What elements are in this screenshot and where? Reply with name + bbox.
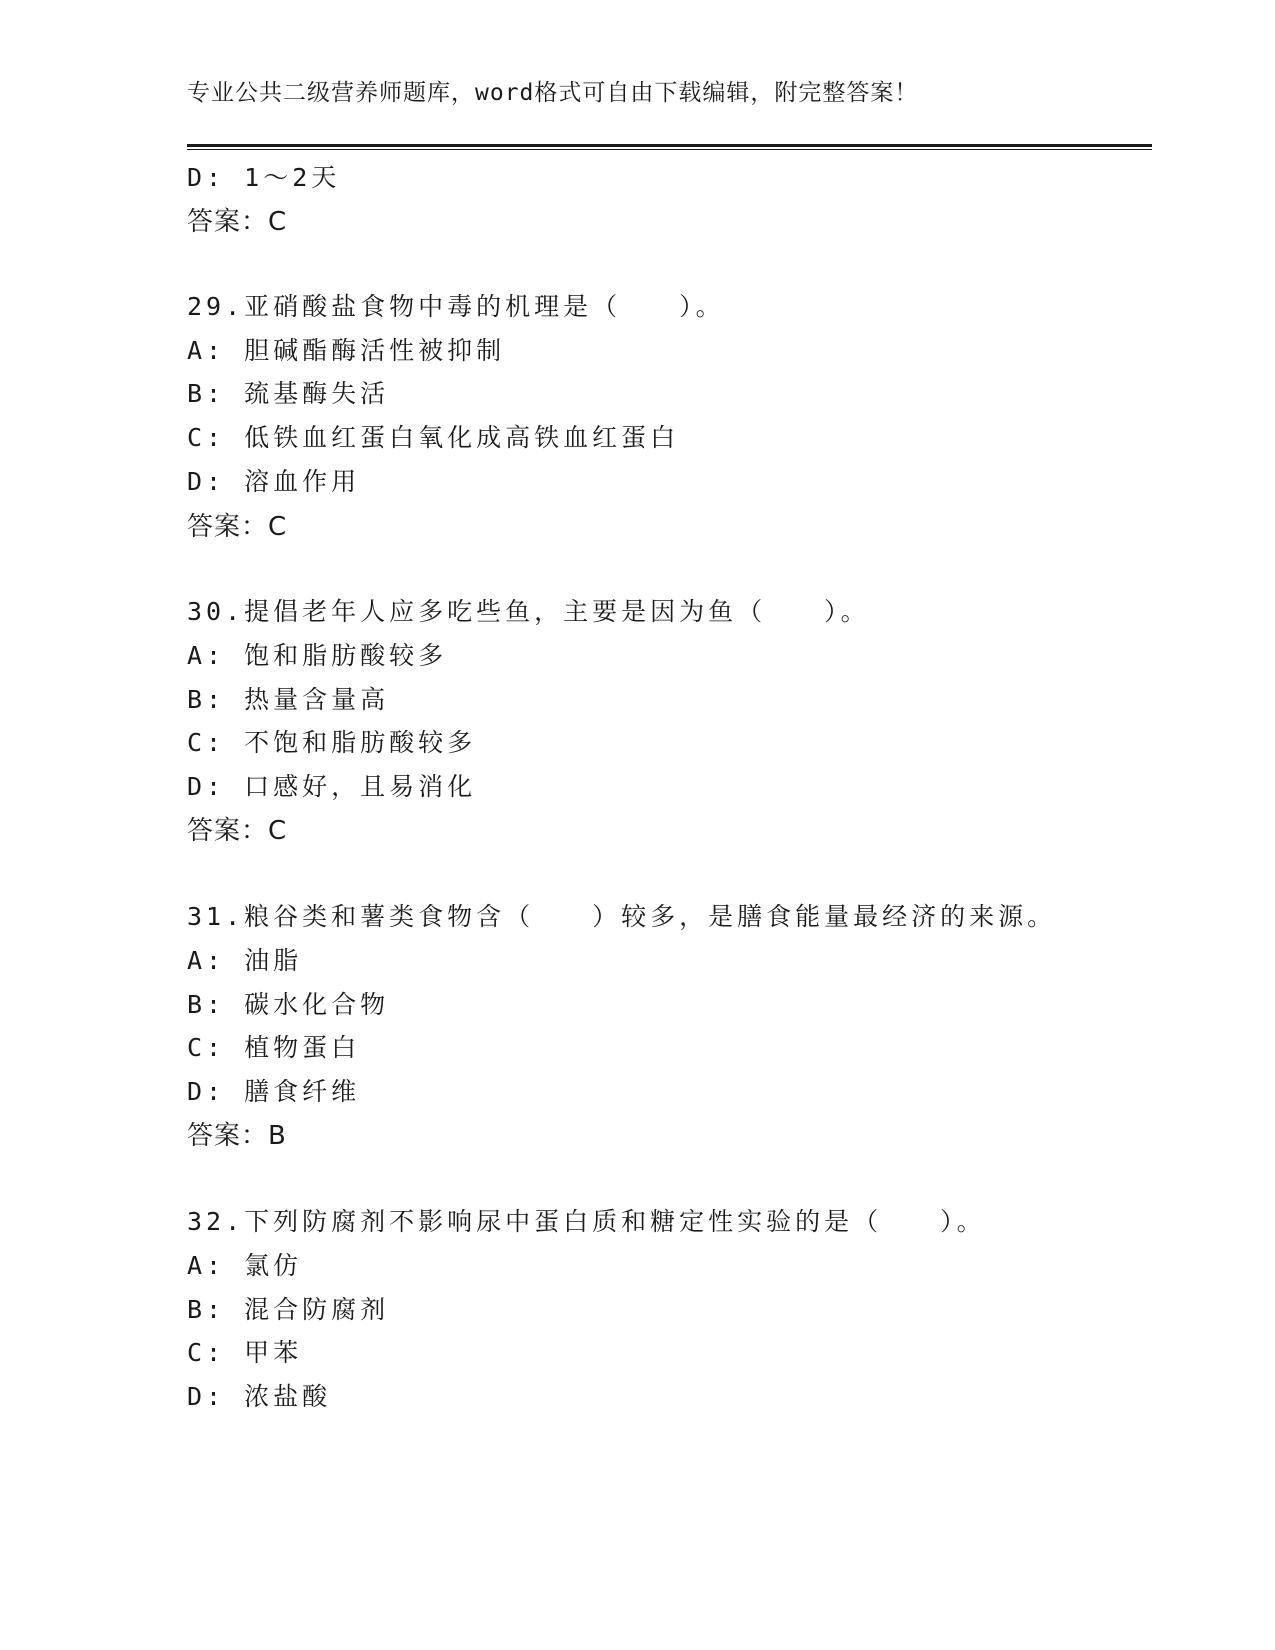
- question-32-option-c: C: 甲苯: [187, 1338, 303, 1367]
- header-divider-thick: [187, 144, 1152, 147]
- question-31-option-c: C: 植物蛋白: [187, 1033, 361, 1062]
- question-31-answer: 答案：B: [187, 1121, 287, 1151]
- question-29-title: 29.亚硝酸盐食物中毒的机理是（ ）。: [187, 292, 725, 321]
- question-31-option-d: D: 膳食纤维: [187, 1077, 361, 1106]
- question-32-option-d: D: 浓盐酸: [187, 1382, 332, 1411]
- question-29-option-d: D: 溶血作用: [187, 467, 361, 496]
- question-31-option-a: A: 油脂: [187, 946, 303, 975]
- question-30-option-a: A: 饱和脂肪酸较多: [187, 641, 448, 670]
- answer: 答案：C: [187, 207, 288, 237]
- question-29-option-a: A: 胆碱酯酶活性被抑制: [187, 336, 506, 365]
- question-30-answer: 答案：C: [187, 816, 288, 846]
- question-32-option-b: B: 混合防腐剂: [187, 1295, 390, 1324]
- question-30-option-d: D: 口感好，且易消化: [187, 772, 477, 801]
- question-32-title: 32.下列防腐剂不影响尿中蛋白质和糖定性实验的是（ ）。: [187, 1207, 986, 1236]
- question-29-option-b: B: 巯基酶失活: [187, 379, 390, 408]
- question-31-title: 31.粮谷类和薯类食物含（ ）较多，是膳食能量最经济的来源。: [187, 902, 1057, 931]
- question-29-option-c: C: 低铁血红蛋白氧化成高铁血红蛋白: [187, 423, 680, 452]
- question-31-option-b: B: 碳水化合物: [187, 990, 390, 1019]
- question-32-option-a: A: 氯仿: [187, 1251, 303, 1280]
- header-divider-thin: [187, 149, 1152, 150]
- page-header: 专业公共二级营养师题库，word格式可自由下载编辑，附完整答案！: [187, 80, 919, 106]
- option-d: D: 1～2天: [187, 163, 341, 192]
- question-30-option-b: B: 热量含量高: [187, 685, 390, 714]
- question-29-answer: 答案：C: [187, 512, 288, 542]
- question-30-title: 30.提倡老年人应多吃些鱼，主要是因为鱼（ ）。: [187, 597, 870, 626]
- question-30-option-c: C: 不饱和脂肪酸较多: [187, 728, 477, 757]
